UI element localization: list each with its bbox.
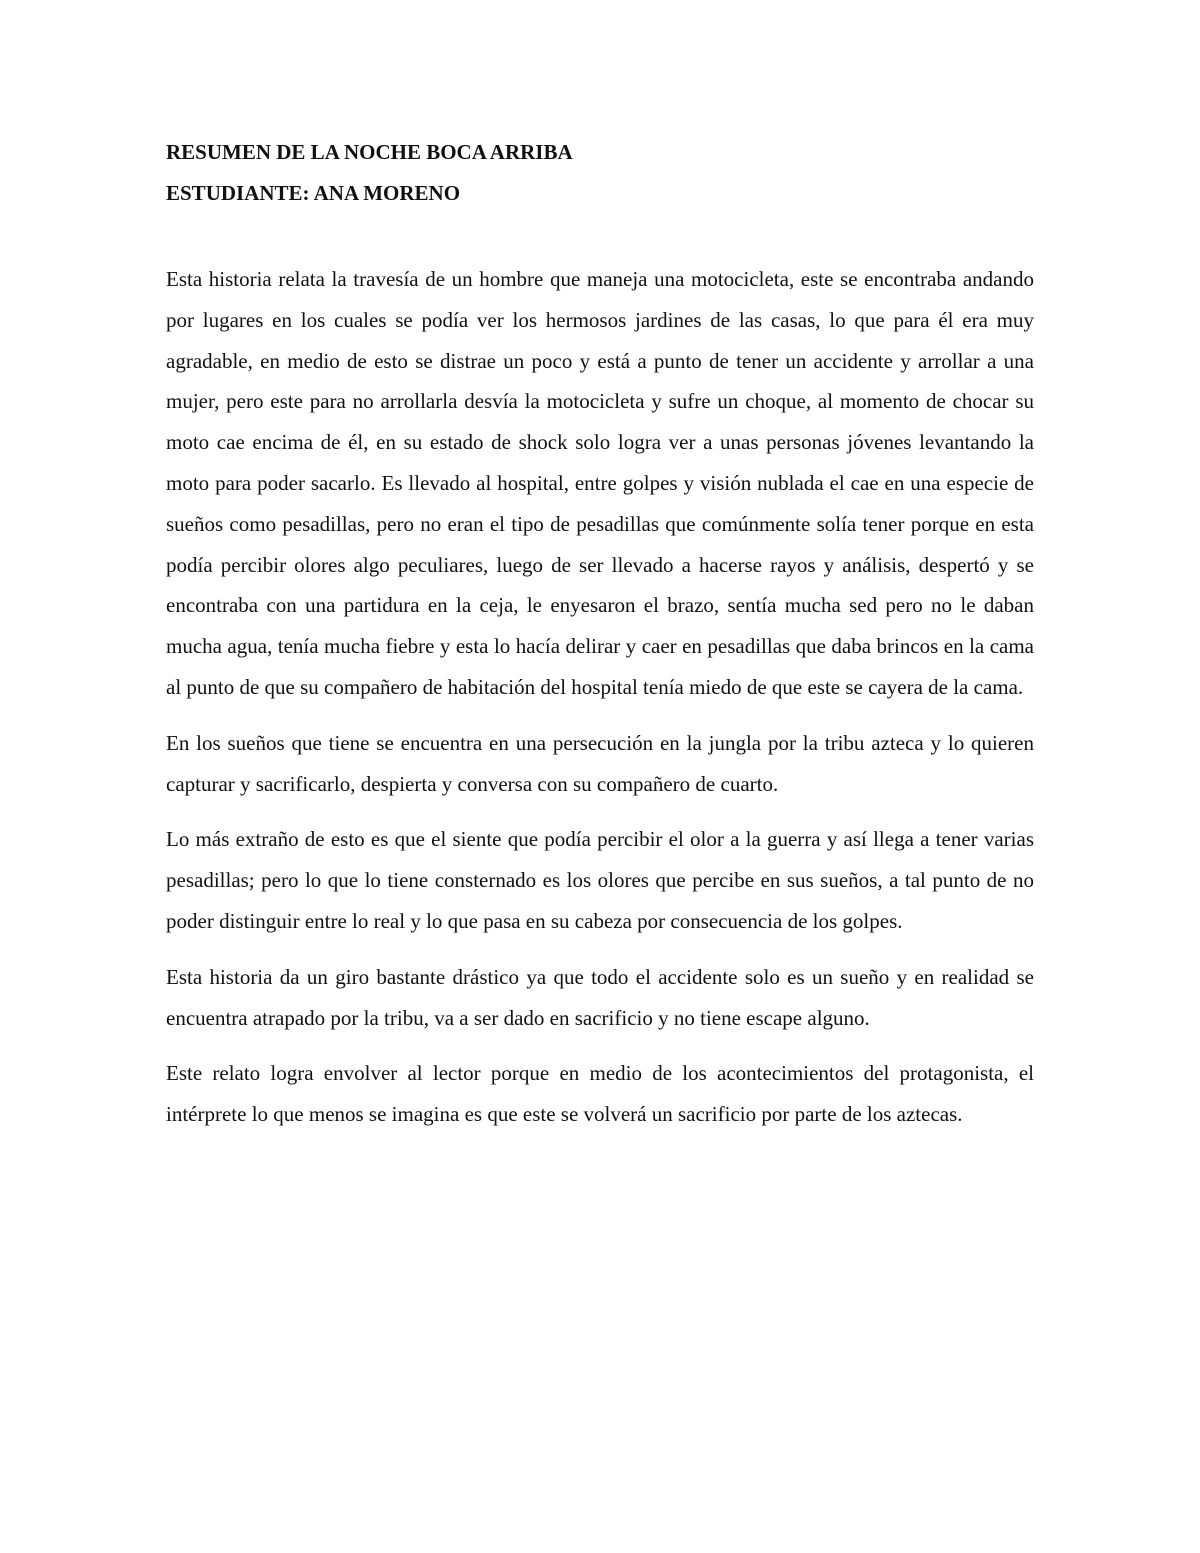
paragraph-2: En los sueños que tiene se encuentra en una persecución en la jungla por la tribu azteca y lo quieren capturar y sacrificarlo, despierta y conversa con su compañero de cuarto. (166, 730, 1034, 796)
document-title: RESUMEN DE LA NOCHE BOCA ARRIBA (166, 140, 573, 164)
paragraph-4: Esta historia da un giro bastante drástico ya que todo el accidente solo es un sueño y en realidad se encuentra atrapado por la tribu, va a ser dado en sacrificio y no tiene escape alguno. (166, 964, 1034, 1030)
paragraph-3: Lo más extraño de esto es que el siente que podía percibir el olor a la guerra y así llega a tener varias pesadillas; pero lo que lo tiene consternado es los olores que percibe en sus sueños, a tal punto de no poder distinguir entre lo real y lo que pasa en su cabeza por consecuencia de los golpes. (166, 827, 1034, 933)
student-name: ESTUDIANTE: ANA MORENO (166, 181, 461, 205)
document-body (166, 138, 1034, 1150)
paragraph-1: Esta historia relata la travesía de un hombre que maneja una motocicleta, este se encontraba andando por lugares en los cuales se podía ver los hermosos jardines de las casas, lo que para él era muy agradable, en medio de esto se distrae un poco y está a punto de tener un accidente y arrollar a una mujer, pero este para no arrollarla desvía la motocicleta y sufre un choque, al momento de chocar su moto cae encima de él, en su estado de shock solo logra ver a unas personas jóvenes levantando la moto para poder sacarlo. Es llevado al hospital, entre golpes y visión nublada el cae en una especie de sueños como pesadillas, pero no eran el tipo de pesadillas que comúnmente solía tener porque en esta podía percibir olores algo peculiares, luego de ser llevado a hacerse rayos y análisis, despertó y se encontraba con una partidura en la ceja, le enyesaron el brazo, sentía mucha sed pero no le daban mucha agua, tenía mucha fiebre y esta lo hacía delirar y caer en pesadillas que daba brincos en la cama al punto de que su compañero de habitación del hospital tenía miedo de que este se cayera de la cama. (166, 267, 1034, 699)
paragraph-5: Este relato logra envolver al lector porque en medio de los acontecimientos del protagonista, el intérprete lo que menos se imagina es que este se volverá un sacrificio por parte de los aztecas. (166, 1061, 1034, 1127)
